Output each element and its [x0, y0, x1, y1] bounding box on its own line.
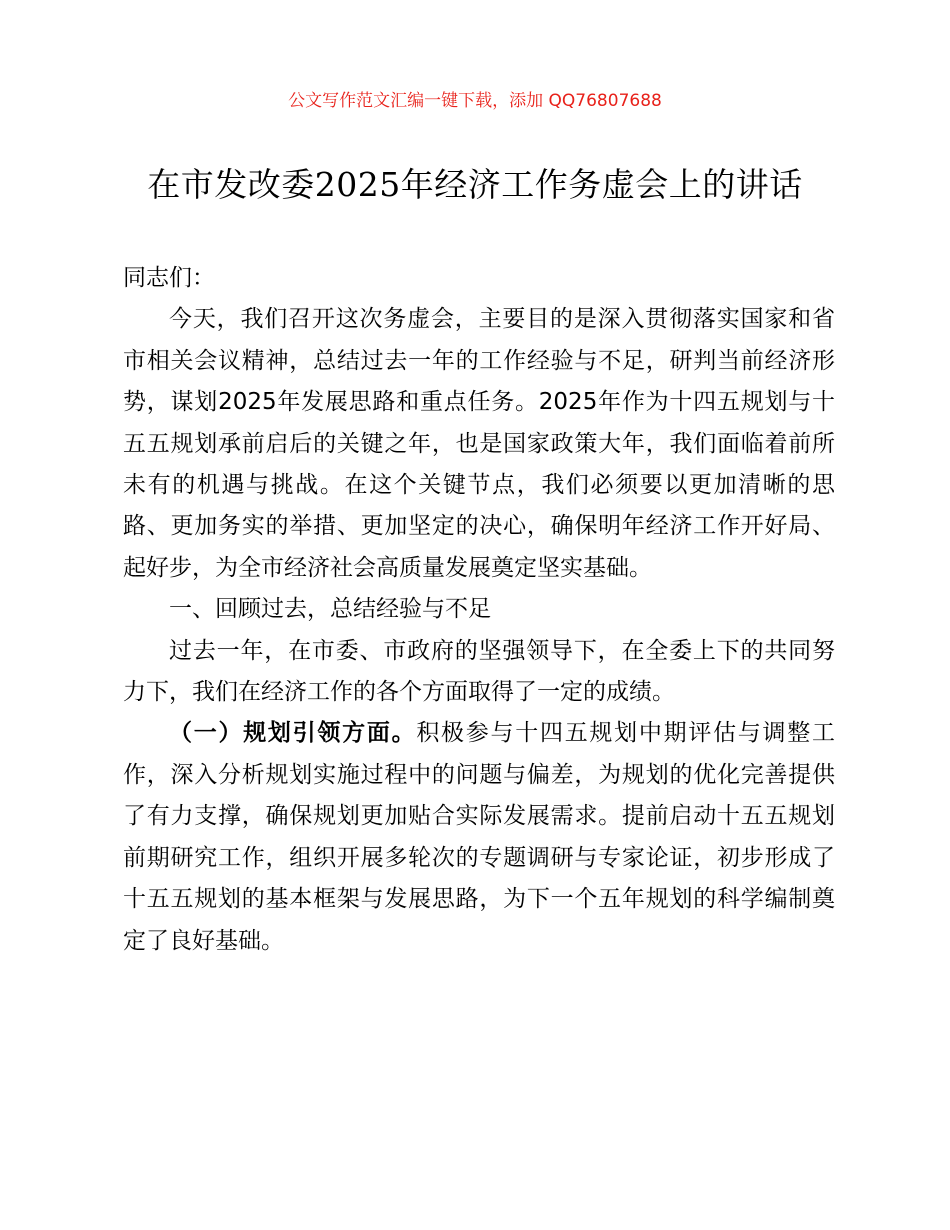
- section-heading: 一、回顾过去，总结经验与不足: [169, 596, 491, 623]
- intro-paragraph: 今天，我们召开这次务虚会，主要目的是深入贯彻落实国家和省市相关会议精神，总结过去一年的工作经验与不足，研判当前经济形势，谋划2025年发展思路和重点任务。2025年作为十四五规划与十五五规划承前启后的关键之年，也是国家政策大年，我们面临着前所未有的机遇与挑战。在这个关键节点，我们必须要以更加清晰的思路、更加务实的举措、更加坚定的决心，确保明年经济工作开好局、起好步，为全市经济社会高质量发展奠定坚实基础。: [123, 306, 835, 581]
- subsection-body: 积极参与十四五规划中期评估与调整工作，深入分析规划实施过程中的问题与偏差，为规划的优化完善提供了有力支撑，确保规划更加贴合实际发展需求。提前启动十五五规划前期研究工作，组织开展多轮次的专题调研与专家论证，初步形成了十五五规划的基本框架与发展思路，为下一个五年规划的科学编制奠定了良好基础。: [123, 720, 836, 954]
- document-body: [123, 258, 835, 962]
- subsection-paragraph: [123, 713, 835, 961]
- document-title: 在市发改委2025年经济工作务虚会上的讲话: [147, 165, 803, 204]
- salutation: 同志们：: [123, 265, 215, 291]
- subsection-lead: （一）规划引领方面。: [169, 720, 417, 747]
- section-intro-paragraph: 过去一年，在市委、市政府的坚强领导下，在全委上下的共同努力下，我们在经济工作的各个方面取得了一定的成绩。: [123, 637, 835, 706]
- download-banner: 公文写作范文汇编一键下载，添加 QQ76807688: [288, 91, 662, 111]
